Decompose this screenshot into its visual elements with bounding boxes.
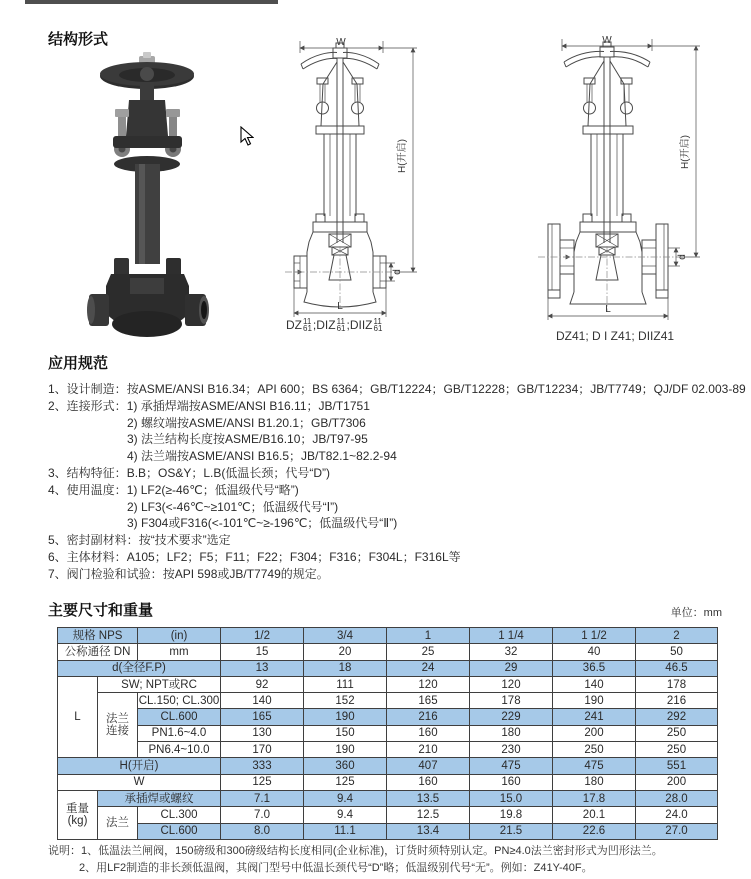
spec-line: 6、主体材料：A105；LF2；F5；F11；F22；F304；F316；F304L；F316L等 xyxy=(48,549,461,564)
data-cell: 333 xyxy=(221,758,304,774)
data-cell: 19.8 xyxy=(470,807,553,823)
row-label: PN1.6~4.0 xyxy=(138,725,221,741)
spec-line: 3) 法兰结构长度按ASME/B16.10；JB/T97-95 xyxy=(127,432,368,447)
data-cell: 18 xyxy=(304,660,387,676)
table-row-d-fullbore xyxy=(58,660,718,676)
data-cell: 407 xyxy=(387,758,470,774)
model-code: DIIZ xyxy=(349,318,373,332)
group-label-flange: 法兰 连接 xyxy=(98,693,138,758)
data-cell: 7.1 xyxy=(221,790,304,806)
data-cell: 29 xyxy=(470,660,553,676)
table-row-weight-cl600 xyxy=(58,823,718,839)
mouse-cursor-icon xyxy=(240,126,254,146)
data-cell: 15 xyxy=(221,644,304,660)
data-cell: 24.0 xyxy=(636,807,718,823)
spec-line: 2) LF3(<-46℃~≥101℃；低温级代号“Ⅰ”) xyxy=(127,499,339,514)
data-cell: 125 xyxy=(304,774,387,790)
note-line: 2、用LF2制造的非长颈低温阀，其阀门型号中低温长颈代号“D”略；低温级别代号“无”。例如：Z41Y-40F。 xyxy=(79,861,593,874)
drawing-socket-weld-valve xyxy=(283,36,435,318)
row-label: CL.600 xyxy=(138,709,221,725)
data-cell: 111 xyxy=(304,676,387,692)
drawing-sw-caption xyxy=(286,318,383,332)
data-cell: 13.4 xyxy=(387,823,470,839)
row-label: CL.150; CL.300 xyxy=(138,693,221,709)
model-fraction: 11 61 xyxy=(373,317,383,333)
dim-w-label: W xyxy=(336,37,346,48)
data-cell: 230 xyxy=(470,742,553,758)
data-cell: 165 xyxy=(221,709,304,725)
model-code: DIZ xyxy=(316,318,336,332)
row-label: d(全径F.P) xyxy=(58,660,221,676)
data-cell: 250 xyxy=(636,725,718,741)
photo-body xyxy=(87,258,209,337)
group-label-flange2: 法兰 xyxy=(98,807,138,840)
dimensions-table xyxy=(57,627,718,840)
spec-line: 5、密封副材料：按“技术要求”选定 xyxy=(48,533,231,548)
data-cell: 7.0 xyxy=(221,807,304,823)
data-cell: 216 xyxy=(387,709,470,725)
data-cell: 120 xyxy=(387,676,470,692)
row-label: W xyxy=(58,774,221,790)
spec-line: 3、结构特征：B.B；OS&Y；L.B(低温长颈；代号“D”) xyxy=(48,465,331,480)
spec-line: 3) F304或F316(<-101℃~≥-196℃；低温级代号“Ⅱ”) xyxy=(127,516,398,531)
dim-w xyxy=(300,37,383,53)
table-row-L-sw xyxy=(58,676,718,692)
valve-body xyxy=(285,232,395,308)
dim-h xyxy=(652,46,700,257)
data-cell: 250 xyxy=(636,742,718,758)
spec-line: 2) 螺纹端按ASME/ANSI B1.20.1；GB/T7306 xyxy=(127,415,366,430)
data-cell: 24 xyxy=(387,660,470,676)
dim-d-label: d xyxy=(677,254,688,260)
table-row-L-cl600 xyxy=(58,709,718,725)
data-cell: 152 xyxy=(304,693,387,709)
row-label: CL.300 xyxy=(138,807,221,823)
data-cell: 13 xyxy=(221,660,304,676)
data-cell: 92 xyxy=(221,676,304,692)
table-row-L-pn64-100 xyxy=(58,742,718,758)
data-cell: 200 xyxy=(636,774,718,790)
photo-yoke xyxy=(113,82,182,157)
data-cell: 200 xyxy=(553,725,636,741)
model-code: DZ xyxy=(286,318,302,332)
note-line: 说明：1、低温法兰闸阀，150磅级和300磅级结构长度相同(企业标准)，订货时须特别认定。PN≥4.0法兰密封形式为凹形法兰。 xyxy=(48,845,663,857)
data-cell: 1 xyxy=(387,628,470,644)
data-cell: 125 xyxy=(221,774,304,790)
valve-body xyxy=(538,224,684,312)
table-row-w xyxy=(58,774,718,790)
data-cell: 160 xyxy=(387,725,470,741)
row-label: PN6.4~10.0 xyxy=(138,742,221,758)
data-cell: 180 xyxy=(470,725,553,741)
separator: ; xyxy=(346,318,350,332)
spec-line: 4) 法兰端按ASME/ANSI B16.5；JB/T82.1~82.2-94 xyxy=(127,449,397,464)
dim-w xyxy=(562,35,652,51)
table-row-dn xyxy=(58,644,718,660)
data-cell: 15.0 xyxy=(470,790,553,806)
dim-d-label: d xyxy=(392,269,403,275)
dim-h-label: H(开启) xyxy=(397,139,408,173)
row-label: CL.600 xyxy=(138,823,221,839)
data-cell: 2 xyxy=(636,628,718,644)
photo-neck xyxy=(114,156,180,264)
spec-line: 2、连接形式：1) 承插焊端按ASME/ANSI B16.11；JB/T1751 xyxy=(48,398,370,413)
data-cell: 229 xyxy=(470,709,553,725)
data-cell: 178 xyxy=(470,693,553,709)
data-cell: 160 xyxy=(387,774,470,790)
data-cell: 12.5 xyxy=(387,807,470,823)
data-cell: 40 xyxy=(553,644,636,660)
top-edge-strip xyxy=(25,0,278,4)
group-label-L: L xyxy=(58,676,98,757)
data-cell: 190 xyxy=(304,709,387,725)
row-unit: mm xyxy=(138,644,221,660)
model-fraction: 11 61 xyxy=(336,317,346,333)
bonnet-neck xyxy=(580,134,636,232)
group-label-weight: 重量 (kg) xyxy=(58,790,98,839)
data-cell: 475 xyxy=(470,758,553,774)
data-cell: 210 xyxy=(387,742,470,758)
specs-list xyxy=(48,381,746,583)
dim-l xyxy=(548,298,668,320)
data-cell: 50 xyxy=(636,644,718,660)
stem-and-yoke xyxy=(316,58,364,243)
data-cell: 1/2 xyxy=(221,628,304,644)
data-cell: 20.1 xyxy=(553,807,636,823)
table-row-h-open xyxy=(58,758,718,774)
data-cell: 22.6 xyxy=(553,823,636,839)
data-cell: 9.4 xyxy=(304,807,387,823)
data-cell: 170 xyxy=(221,742,304,758)
data-cell: 178 xyxy=(636,676,718,692)
data-cell: 21.5 xyxy=(470,823,553,839)
drawing-flanged-caption: DZ41; D I Z41; DIIZ41 xyxy=(556,329,675,343)
data-cell: 8.0 xyxy=(221,823,304,839)
dim-l-label: L xyxy=(605,304,611,315)
data-cell: 1 1/2 xyxy=(553,628,636,644)
data-cell: 140 xyxy=(221,693,304,709)
notes xyxy=(48,843,663,876)
section-title-structure: 结构形式 xyxy=(48,31,109,48)
spec-line: 4、使用温度：1) LF2(≥-46℃；低温级代号“略”) xyxy=(48,482,299,497)
data-cell: 165 xyxy=(387,693,470,709)
data-cell: 3/4 xyxy=(304,628,387,644)
dim-l-label: L xyxy=(337,301,343,312)
data-cell: 25 xyxy=(387,644,470,660)
data-cell: 1 1/4 xyxy=(470,628,553,644)
data-cell: 190 xyxy=(553,693,636,709)
data-cell: 36.5 xyxy=(553,660,636,676)
data-cell: 130 xyxy=(221,725,304,741)
table-row-nps xyxy=(58,628,718,644)
row-label: H(开启) xyxy=(58,758,221,774)
data-cell: 241 xyxy=(553,709,636,725)
row-label: 规格 NPS xyxy=(58,628,138,644)
section-title-dimensions: 主要尺寸和重量 xyxy=(48,602,154,619)
dim-h-label: H(开启) xyxy=(680,135,691,169)
model-fraction: 11 61 xyxy=(303,317,312,333)
data-cell: 32 xyxy=(470,644,553,660)
row-label: 公称通径 DN xyxy=(58,644,138,660)
table-row-L-cl150-300 xyxy=(58,693,718,709)
data-cell: 292 xyxy=(636,709,718,725)
separator: ; xyxy=(312,318,317,332)
table-row-L-pn16-40 xyxy=(58,725,718,741)
drawing-flanged-valve xyxy=(534,34,718,326)
data-cell: 27.0 xyxy=(636,823,718,839)
table-row-weight-sw xyxy=(58,790,718,806)
data-cell: 216 xyxy=(636,693,718,709)
unit-label: 单位：mm xyxy=(670,607,722,619)
row-label: 承插焊或螺纹 xyxy=(98,790,221,806)
row-label: SW; NPT或RC xyxy=(98,676,221,692)
spec-line: 1、设计制造：按ASME/ANSI B16.34；API 600；BS 6364；GB/T12224；GB/T12228；GB/T12234；JB/T7749；QJ/DF 02.003-89 xyxy=(48,382,746,396)
valve-photo xyxy=(85,52,210,340)
data-cell: 120 xyxy=(470,676,553,692)
data-cell: 11.1 xyxy=(304,823,387,839)
data-cell: 150 xyxy=(304,725,387,741)
row-unit: (in) xyxy=(138,628,221,644)
data-cell: 160 xyxy=(470,774,553,790)
bonnet-neck xyxy=(313,134,367,232)
table-row-weight-cl300 xyxy=(58,807,718,823)
section-title-specs: 应用规范 xyxy=(48,355,109,372)
data-cell: 9.4 xyxy=(304,790,387,806)
data-cell: 28.0 xyxy=(636,790,718,806)
spec-line: 7、阀门检验和试验：按API 598或JB/T7749的规定。 xyxy=(48,566,329,581)
data-cell: 250 xyxy=(553,742,636,758)
data-cell: 140 xyxy=(553,676,636,692)
data-cell: 551 xyxy=(636,758,718,774)
dim-w-label: W xyxy=(602,35,612,46)
data-cell: 46.5 xyxy=(636,660,718,676)
data-cell: 475 xyxy=(553,758,636,774)
data-cell: 360 xyxy=(304,758,387,774)
data-cell: 20 xyxy=(304,644,387,660)
data-cell: 180 xyxy=(553,774,636,790)
data-cell: 13.5 xyxy=(387,790,470,806)
data-cell: 17.8 xyxy=(553,790,636,806)
data-cell: 190 xyxy=(304,742,387,758)
dim-h xyxy=(381,48,417,272)
